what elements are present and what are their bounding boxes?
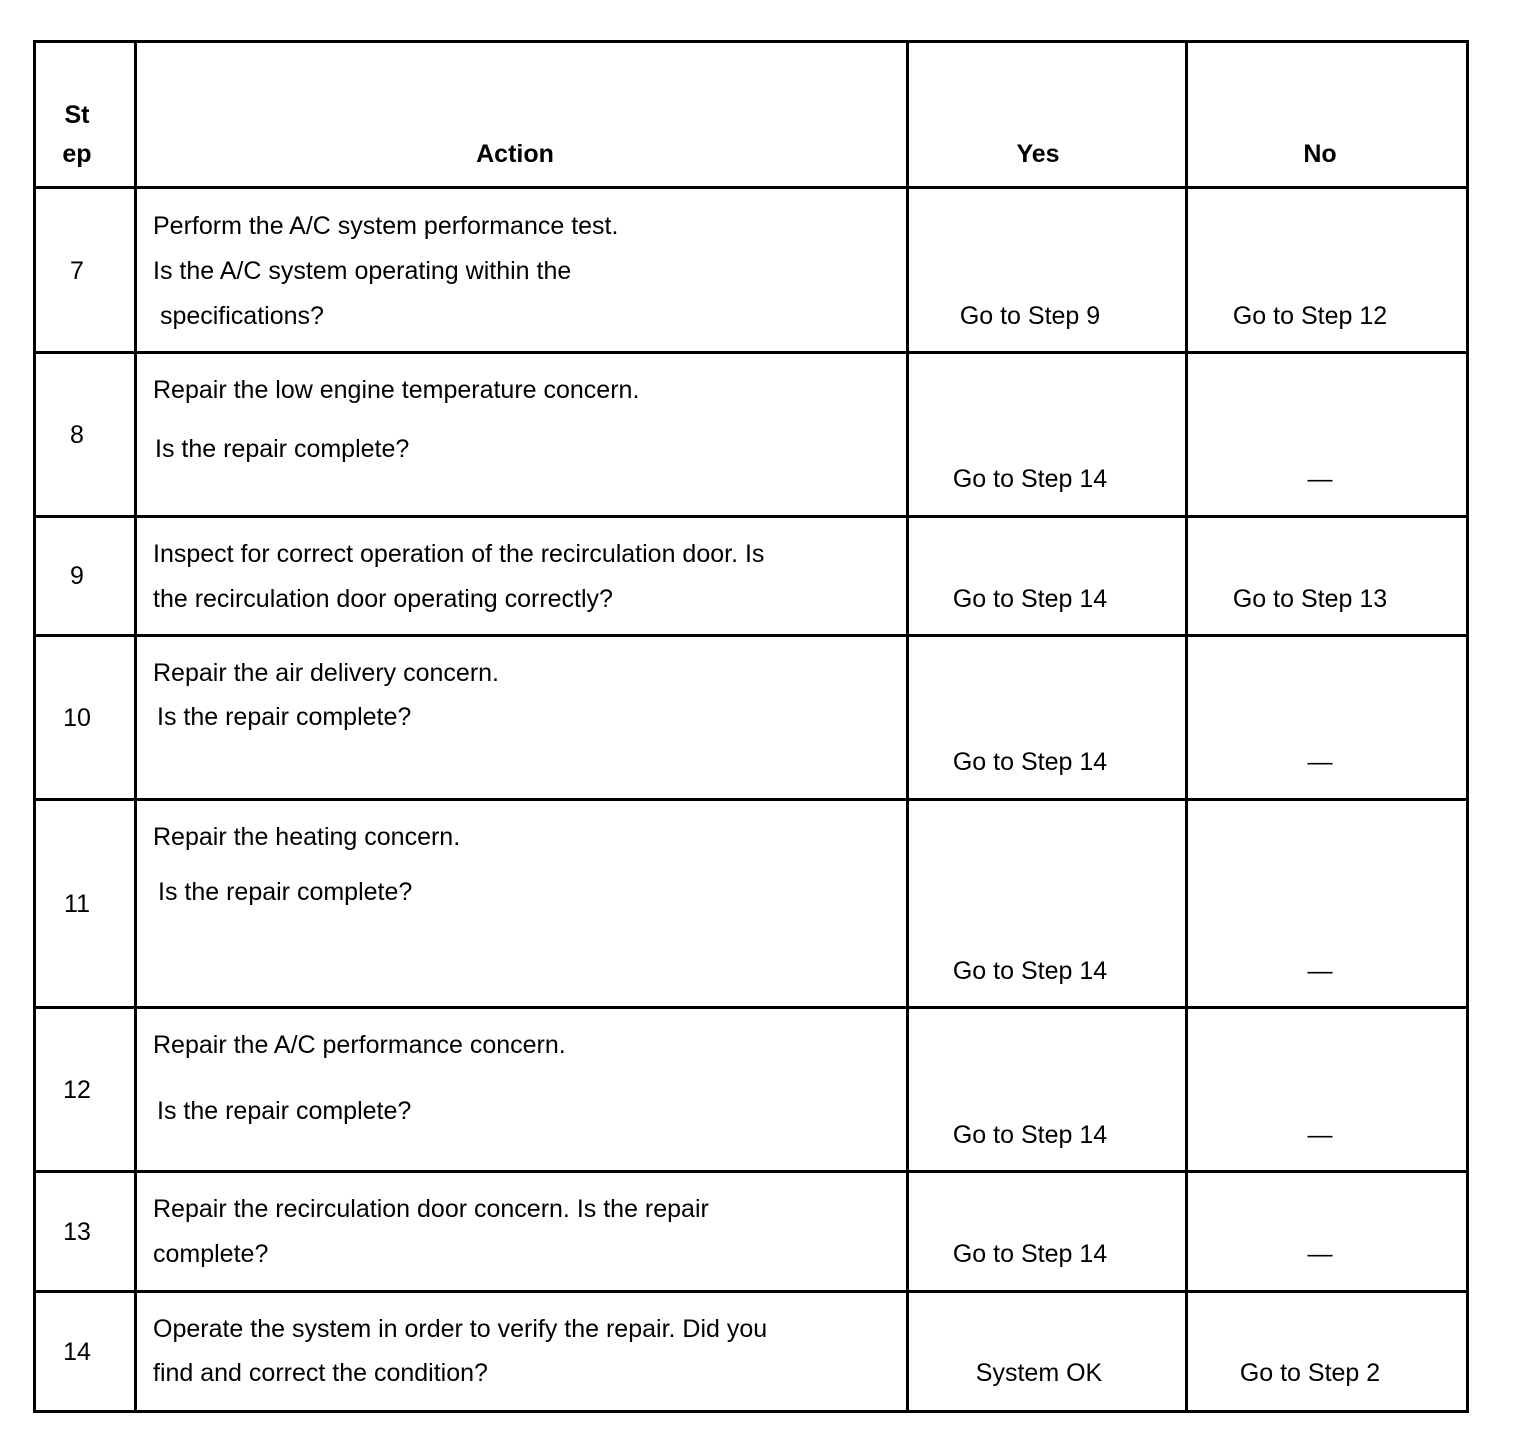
no-result: Go to Step 12 xyxy=(1232,302,1388,330)
step-number: 9 xyxy=(70,562,84,590)
no-result: — xyxy=(1307,465,1333,493)
action-text: Repair the recirculation door concern. Is the repair xyxy=(153,1195,709,1223)
yes-result: System OK xyxy=(975,1359,1103,1387)
action-text: Repair the low engine temperature concern. xyxy=(153,376,640,404)
no-result: — xyxy=(1307,748,1333,776)
action-text: Is the repair complete? xyxy=(158,878,413,906)
header-step-line1: St xyxy=(64,101,90,129)
yes-result: Go to Step 14 xyxy=(952,1121,1108,1149)
no-result: — xyxy=(1307,1240,1333,1268)
step-number: 14 xyxy=(63,1338,91,1366)
yes-result: Go to Step 14 xyxy=(952,585,1108,613)
action-text: complete? xyxy=(153,1240,269,1268)
step-number: 8 xyxy=(70,421,84,449)
header-yes: Yes xyxy=(1016,140,1060,168)
header-action: Action xyxy=(476,140,554,168)
step-number: 13 xyxy=(63,1218,91,1246)
action-text: Is the repair complete? xyxy=(157,703,412,731)
yes-result: Go to Step 9 xyxy=(959,302,1101,330)
action-text: specifications? xyxy=(153,302,324,330)
yes-result: Go to Step 14 xyxy=(952,1240,1108,1268)
step-number: 10 xyxy=(63,704,91,732)
step-number: 7 xyxy=(70,257,84,285)
header-step-line2: ep xyxy=(62,140,92,168)
yes-result: Go to Step 14 xyxy=(952,748,1108,776)
step-number: 12 xyxy=(63,1076,91,1104)
action-text: Inspect for correct operation of the recirculation door. Is xyxy=(153,540,765,568)
no-result: — xyxy=(1307,957,1333,985)
action-text: Is the repair complete? xyxy=(155,435,410,463)
action-text: Is the repair complete? xyxy=(157,1097,412,1125)
action-text: Repair the heating concern. xyxy=(153,823,461,851)
action-text: Repair the A/C performance concern. xyxy=(153,1031,566,1059)
step-number: 11 xyxy=(64,890,90,918)
header-no: No xyxy=(1303,140,1337,168)
action-text: Operate the system in order to verify the repair. Did you xyxy=(153,1315,768,1343)
no-result: Go to Step 13 xyxy=(1232,585,1388,613)
action-text: Is the A/C system operating within the xyxy=(153,257,572,285)
action-text: Repair the air delivery concern. xyxy=(153,659,499,687)
no-result: — xyxy=(1307,1121,1333,1149)
action-text: Perform the A/C system performance test. xyxy=(153,212,619,240)
action-text: find and correct the condition? xyxy=(153,1359,488,1387)
yes-result: Go to Step 14 xyxy=(952,465,1108,493)
no-result: Go to Step 2 xyxy=(1239,1359,1381,1387)
yes-result: Go to Step 14 xyxy=(952,957,1108,985)
action-text: the recirculation door operating correctly? xyxy=(153,585,613,613)
